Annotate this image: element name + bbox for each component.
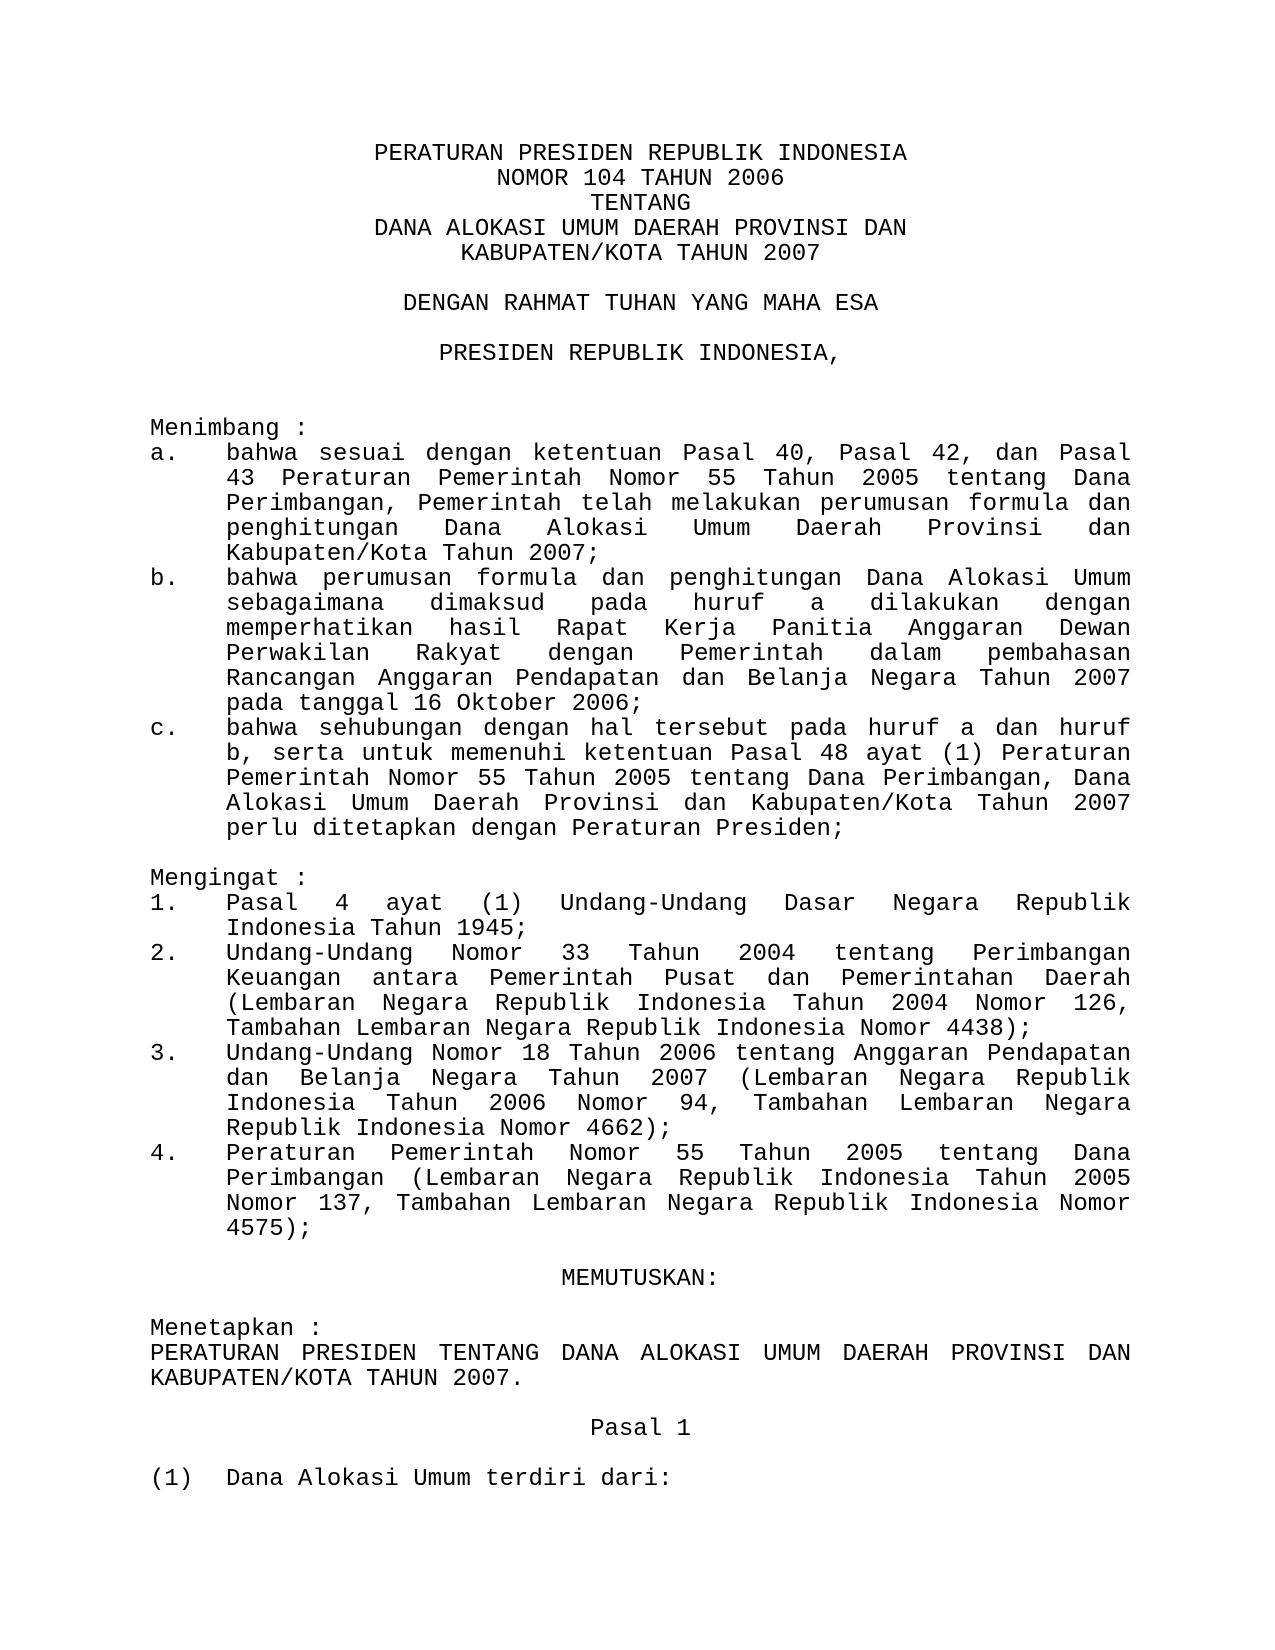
text-line: 43 Peraturan Pemerintah Nomor 55 Tahun 2005 tentang Dana — [226, 466, 1131, 493]
blank-spacer — [150, 267, 1131, 292]
mengingat-label — [150, 867, 1131, 892]
list-marker: b. — [150, 566, 179, 593]
text-line: Perimbangan (Lembaran Negara Republik Indonesia Tahun 2005 — [226, 1166, 1131, 1193]
text-line: Alokasi Umum Daerah Provinsi dan Kabupaten/Kota Tahun 2007 — [226, 791, 1131, 818]
text-line: Dana Alokasi Umum terdiri dari: — [226, 1466, 673, 1493]
text-line: Nomor 137, Tambahan Lembaran Negara Republik Indonesia Nomor — [226, 1191, 1131, 1218]
text-line: Tambahan Lembaran Negara Republik Indonesia Nomor 4438); — [226, 1016, 1033, 1043]
text-line: Kabupaten/Kota Tahun 2007; — [226, 541, 601, 568]
text-line: 4575); — [226, 1216, 313, 1243]
text-line: MEMUTUSKAN: — [561, 1266, 720, 1293]
list-marker: (1) — [150, 1466, 194, 1493]
text-line: perlu ditetapkan dengan Peraturan Presiden; — [226, 816, 846, 843]
text-line: Indonesia Tahun 2006 Nomor 94, Tambahan Lembaran Negara — [226, 1091, 1131, 1118]
text-line: Peraturan Pemerintah Nomor 55 Tahun 2005 tentang Dana — [226, 1141, 1131, 1168]
text-line: penghitungan Dana Alokasi Umum Daerah Provinsi dan — [226, 516, 1131, 543]
text-line: Republik Indonesia Nomor 4662); — [226, 1116, 673, 1143]
text-line: bahwa sesuai dengan ketentuan Pasal 40, Pasal 42, dan Pasal — [226, 441, 1131, 468]
list-marker: 2. — [150, 941, 179, 968]
legal-basis-item-1 — [150, 892, 1131, 942]
memutuskan-heading — [150, 1267, 1131, 1292]
text-line: pada tanggal 16 Oktober 2006; — [226, 691, 644, 718]
text-line: Rancangan Anggaran Pendapatan dan Belanja Negara Tahun 2007 — [226, 666, 1131, 693]
legal-basis-item-2 — [150, 942, 1131, 1042]
text-line: DENGAN RAHMAT TUHAN YANG MAHA ESA — [402, 291, 879, 318]
text-line: Perwakilan Rakyat dengan Pemerintah dalam pembahasan — [226, 641, 1131, 668]
text-line: bahwa perumusan formula dan penghitungan Dana Alokasi Umum — [226, 566, 1131, 593]
text-line: TENTANG — [590, 191, 691, 218]
blank-spacer — [150, 1292, 1131, 1317]
considering-item-c — [150, 717, 1131, 842]
pasal-1-ayat-1 — [150, 1467, 1131, 1492]
legal-basis-item-3 — [150, 1042, 1131, 1142]
text-line: Menetapkan : — [150, 1316, 323, 1343]
blank-spacer — [150, 1242, 1131, 1267]
text-line: KABUPATEN/KOTA TAHUN 2007 — [460, 241, 821, 268]
text-line: (Lembaran Negara Republik Indonesia Tahun 2004 Nomor 126, — [226, 991, 1131, 1018]
text-line: bahwa sehubungan dengan hal tersebut pada huruf a dan huruf — [226, 716, 1131, 743]
invocation-line — [150, 292, 1131, 317]
enactment-paragraph — [150, 1342, 1131, 1392]
menetapkan-label — [150, 1317, 1131, 1342]
text-line: memperhatikan hasil Rapat Kerja Panitia Anggaran Dewan — [226, 616, 1131, 643]
menimbang-label — [150, 417, 1131, 442]
text-line: Pemerintah Nomor 55 Tahun 2005 tentang Dana Perimbangan, Dana — [226, 766, 1131, 793]
text-line: PRESIDEN REPUBLIK INDONESIA, — [438, 341, 843, 368]
title-block — [150, 142, 1131, 267]
text-line: Keuangan antara Pemerintah Pusat dan Pemerintahan Daerah — [226, 966, 1131, 993]
considering-item-b — [150, 567, 1131, 717]
blank-spacer — [150, 1442, 1131, 1467]
legal-basis-item-4 — [150, 1142, 1131, 1242]
list-marker: a. — [150, 441, 179, 468]
text-line: PERATURAN PRESIDEN TENTANG DANA ALOKASI UMUM DAERAH PROVINSI DAN — [150, 1341, 1131, 1368]
blank-spacer — [150, 842, 1131, 867]
text-line: Pasal 4 ayat (1) Undang-Undang Dasar Negara Republik — [226, 891, 1131, 918]
text-line: Mengingat : — [150, 866, 309, 893]
pasal-1-heading — [150, 1417, 1131, 1442]
document-body — [150, 142, 1131, 1492]
blank-spacer — [150, 367, 1131, 392]
text-line: Undang-Undang Nomor 18 Tahun 2006 tentang Anggaran Pendapatan — [226, 1041, 1131, 1068]
text-line: DANA ALOKASI UMUM DAERAH PROVINSI DAN — [374, 216, 907, 243]
text-line: b, serta untuk memenuhi ketentuan Pasal 48 ayat (1) Peraturan — [226, 741, 1131, 768]
text-line: NOMOR 104 TAHUN 2006 — [496, 166, 785, 193]
text-line: Menimbang : — [150, 416, 309, 443]
text-line: Perimbangan, Pemerintah telah melakukan perumusan formula dan — [226, 491, 1131, 518]
blank-spacer — [150, 1392, 1131, 1417]
list-marker: 4. — [150, 1141, 179, 1168]
text-line: Indonesia Tahun 1945; — [226, 916, 529, 943]
text-line: sebagaimana dimaksud pada huruf a dilakukan dengan — [226, 591, 1131, 618]
blank-spacer — [150, 392, 1131, 417]
text-line: KABUPATEN/KOTA TAHUN 2007. — [150, 1366, 525, 1393]
blank-spacer — [150, 317, 1131, 342]
issuer-line — [150, 342, 1131, 367]
list-marker: 1. — [150, 891, 179, 918]
text-line: dan Belanja Negara Tahun 2007 (Lembaran Negara Republik — [226, 1066, 1131, 1093]
text-line: PERATURAN PRESIDEN REPUBLIK INDONESIA — [374, 141, 907, 168]
list-marker: 3. — [150, 1041, 179, 1068]
text-line: Pasal 1 — [590, 1416, 691, 1443]
text-line: Undang-Undang Nomor 33 Tahun 2004 tentang Perimbangan — [226, 941, 1131, 968]
list-marker: c. — [150, 716, 179, 743]
considering-item-a — [150, 442, 1131, 567]
